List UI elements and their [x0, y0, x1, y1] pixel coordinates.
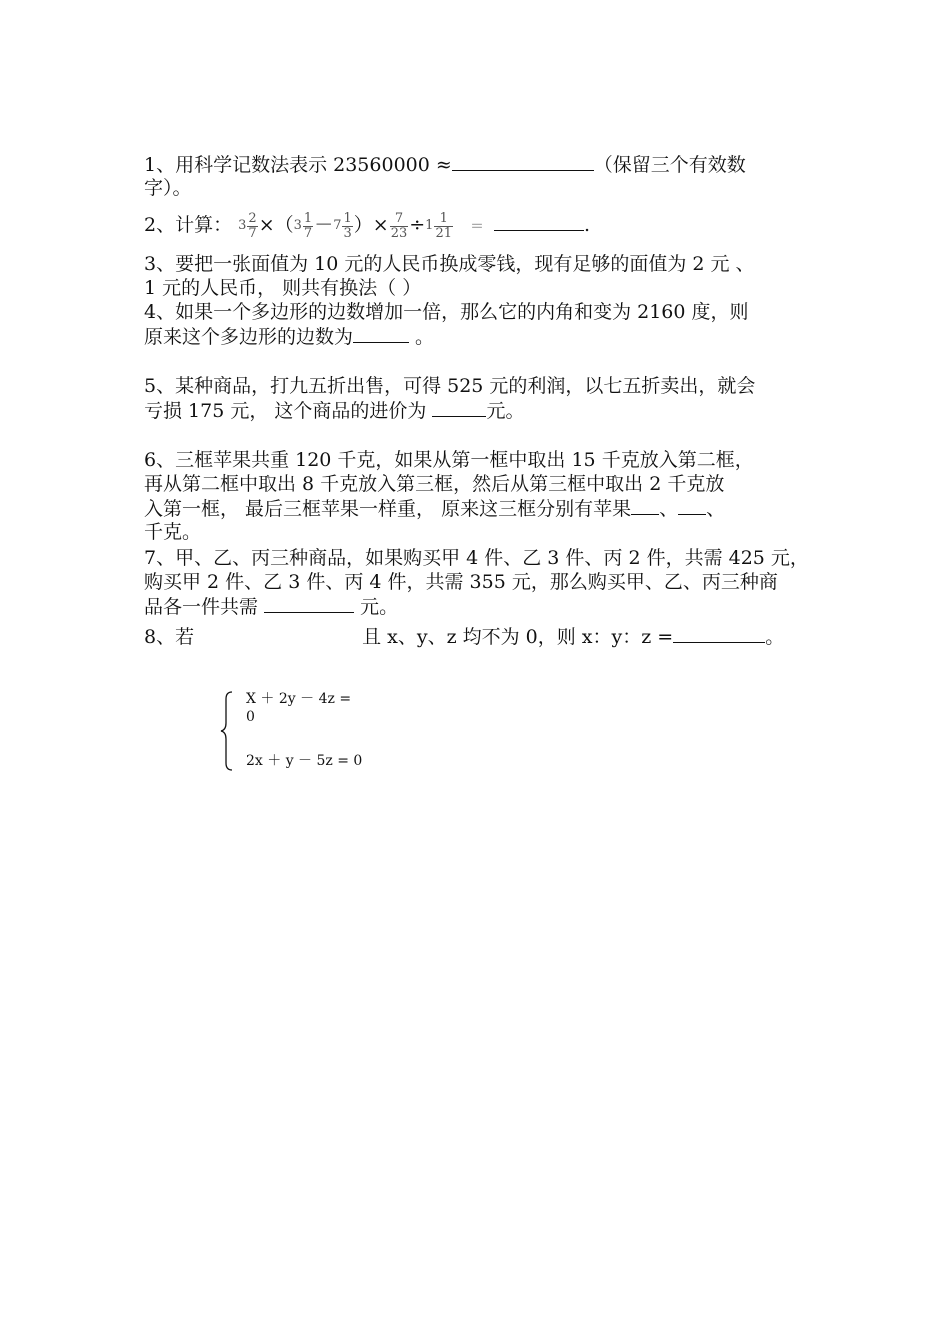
divide-sign: ÷	[409, 214, 426, 236]
question-7-answer-blank[interactable]	[264, 594, 354, 613]
times-open-paren: ×（	[258, 214, 294, 236]
question-1-note-end: 字）。	[144, 177, 192, 199]
question-5-line-2	[144, 398, 524, 423]
minus-sign: －	[314, 214, 334, 236]
question-3-line-1: 3、要把一张面值为 10 元的人民币换成零钱，现有足够的面值为 2 元 、	[144, 253, 755, 275]
question-4-end: 。	[409, 326, 435, 348]
fraction-1-7: $\frac{1}{7}$	[303, 210, 313, 241]
question-8-line	[144, 624, 784, 649]
question-6-text: 入第一框， 最后三框苹果一样重， 原来这三框分别有苹果	[144, 498, 632, 520]
separator: 、	[706, 498, 726, 520]
question-3-line-2: 1 元的人民币， 则共有换法（ ）	[144, 277, 422, 299]
question-8-end: 。	[765, 626, 785, 648]
question-7-end: 元。	[354, 596, 399, 618]
question-2-line	[144, 208, 590, 244]
fraction-1-3: $\frac{1}{3}$	[343, 210, 352, 241]
question-1-note: （保留三个有效数	[593, 154, 746, 176]
close-paren-times: ）×	[353, 214, 389, 236]
question-6-line-2: 再从第二框中取出 8 千克放入第三框，然后从第三框中取出 2 千克放	[144, 473, 725, 495]
question-8-answer-blank[interactable]	[673, 624, 765, 643]
equation-1-line-1: X ＋ 2y － 4z =	[246, 691, 352, 707]
question-7-line-1: 7、甲、乙、丙三种商品，如果购买甲 4 件、乙 3 件、丙 2 件，共需 425 元，	[144, 547, 809, 569]
question-1-line-1	[144, 152, 746, 177]
fraction-7-23: $\frac{7}{23}$	[390, 210, 408, 241]
question-5-line-1: 5、某种商品，打九五折出售，可得 525 元的利润，以七五折卖出，就会	[144, 375, 756, 397]
question-4-text: 原来这个多边形的边数为	[144, 326, 354, 348]
equals-sign: ＝	[470, 219, 485, 235]
question-6-answer-blank-2[interactable]	[678, 496, 706, 515]
question-6-line-4: 千克。	[144, 521, 202, 543]
question-4-line-2	[144, 324, 434, 349]
question-2-answer-blank[interactable]	[494, 212, 584, 231]
question-1-line-2	[144, 176, 192, 200]
mixed-number-whole: 3	[293, 218, 302, 233]
question-7-text: 品各一件共需	[144, 596, 265, 618]
question-6-line-3	[144, 496, 725, 521]
question-1-text: 1、用科学记数法表示 23560000 ≈	[144, 154, 452, 176]
question-1-answer-blank[interactable]	[452, 152, 594, 171]
question-7-line-3	[144, 594, 398, 619]
mixed-number-whole: 3	[238, 218, 247, 233]
question-4-line-1: 4、如果一个多边形的边数增加一倍，那么它的内角和变为 2160 度，则	[144, 301, 749, 323]
question-8-condition: 且 x、y、z 均不为 0，则 x：y：z =	[362, 626, 674, 648]
fraction-2-7: $\frac{2}{7}$	[248, 210, 257, 241]
left-brace-icon	[218, 690, 238, 772]
question-5-text: 亏损 175 元， 这个商品的进价为	[144, 400, 433, 422]
question-5-end: 元。	[486, 400, 525, 422]
question-5-answer-blank[interactable]	[432, 398, 486, 417]
question-4-answer-blank[interactable]	[353, 324, 409, 343]
question-2-period: .	[584, 214, 591, 236]
separator: 、	[659, 498, 679, 520]
mixed-number-whole: 1	[425, 218, 434, 233]
question-2-prefix: 2、计算：	[144, 214, 233, 236]
mixed-number-whole: 7	[333, 218, 342, 233]
question-6-answer-blank-1[interactable]	[631, 496, 659, 515]
fraction-1-21: $\frac{1}{21}$	[435, 210, 452, 241]
question-7-line-2: 购买甲 2 件、乙 3 件、丙 4 件，共需 355 元，那么购买甲、乙、丙三种商	[144, 571, 778, 593]
equation-1-line-2: 0	[246, 709, 255, 725]
equation-2: 2x ＋ y － 5z = 0	[246, 753, 363, 769]
question-8-prefix: 8、若	[144, 626, 195, 648]
question-6-line-1: 6、三框苹果共重 120 千克，如果从第一框中取出 15 千克放入第二框，	[144, 449, 754, 471]
